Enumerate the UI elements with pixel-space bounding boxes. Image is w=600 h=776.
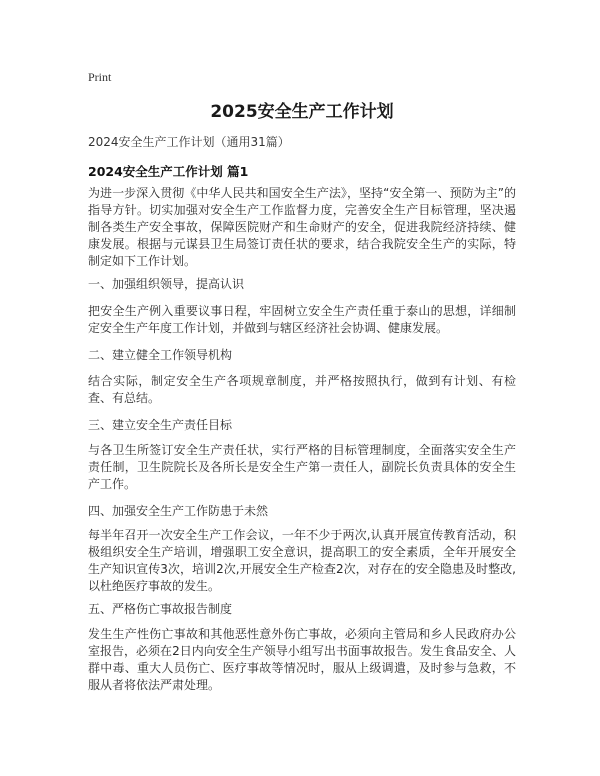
- section-body-1: 把安全生产例入重要议事日程，牢固树立安全生产责任重于泰山的思想，详细制定安全生产年度工作计划，并做到与辖区经济社会协调、健康发展。: [88, 304, 516, 335]
- print-link[interactable]: Print: [88, 70, 112, 84]
- section-body-3: 与各卫生所签订安全生产责任状，实行严格的目标管理制度，全面落实安全生产责任制，卫生院院长及各所长是安全生产第一责任人，副院长负责具体的安全生产工作。: [88, 443, 516, 491]
- section-heading-3: 三、建立安全生产责任目标: [88, 418, 233, 432]
- section-body-4: 每半年召开一次安全生产工作会议，一年不少于两次,认真开展宣传教育活动，积极组织安全生产培训，增强职工安全意识，提高职工的安全素质，全年开展安全生产知识宣传3次，培训2次,开展安全生产检查2次，对存在的安全隐患及时整改,以杜绝医疗事故的发生。: [88, 528, 516, 593]
- article-heading: 2024安全生产工作计划 篇1: [88, 164, 249, 179]
- section-body-2: 结合实际，制定安全生产各项规章制度，并严格按照执行，做到有计划、有检查、有总结。: [88, 374, 516, 405]
- section-heading-1: 一、加强组织领导，提高认识: [88, 277, 245, 291]
- section-heading-4: 四、加强安全生产工作防患于未然: [88, 504, 269, 518]
- intro-paragraph: 为进一步深入贯彻《中华人民共和国安全生产法》，坚持“安全第一、预防为主”的指导方针。切实加强对安全生产工作监督力度，完善安全生产目标管理，坚决遏制各类生产安全事故，保障医院财产和生命财产的安全，促进我院经济持续、健康发展。根据与元谋县卫生局签订责任状的要求，结合我院安全生产的实际，特制定如下工作计划。: [88, 186, 516, 268]
- section-heading-5: 五、严格伤亡事故报告制度: [88, 602, 233, 616]
- document-subtitle: 2024安全生产工作计划（通用31篇）: [88, 135, 290, 149]
- page-title: 2025安全生产工作计划: [210, 102, 394, 122]
- section-body-5: 发生生产性伤亡事故和其他恶性意外伤亡事故，必须向主管局和乡人民政府办公室报告，必须在2日内向安全生产领导小组写出书面事故报告。发生食品安全、人群中毒、重大人员伤亡、医疗事故等情况时，服从上级调遣，及时参与急救，不服从者将依法严肃处理。: [88, 627, 516, 692]
- section-heading-2: 二、建立健全工作领导机构: [88, 348, 233, 362]
